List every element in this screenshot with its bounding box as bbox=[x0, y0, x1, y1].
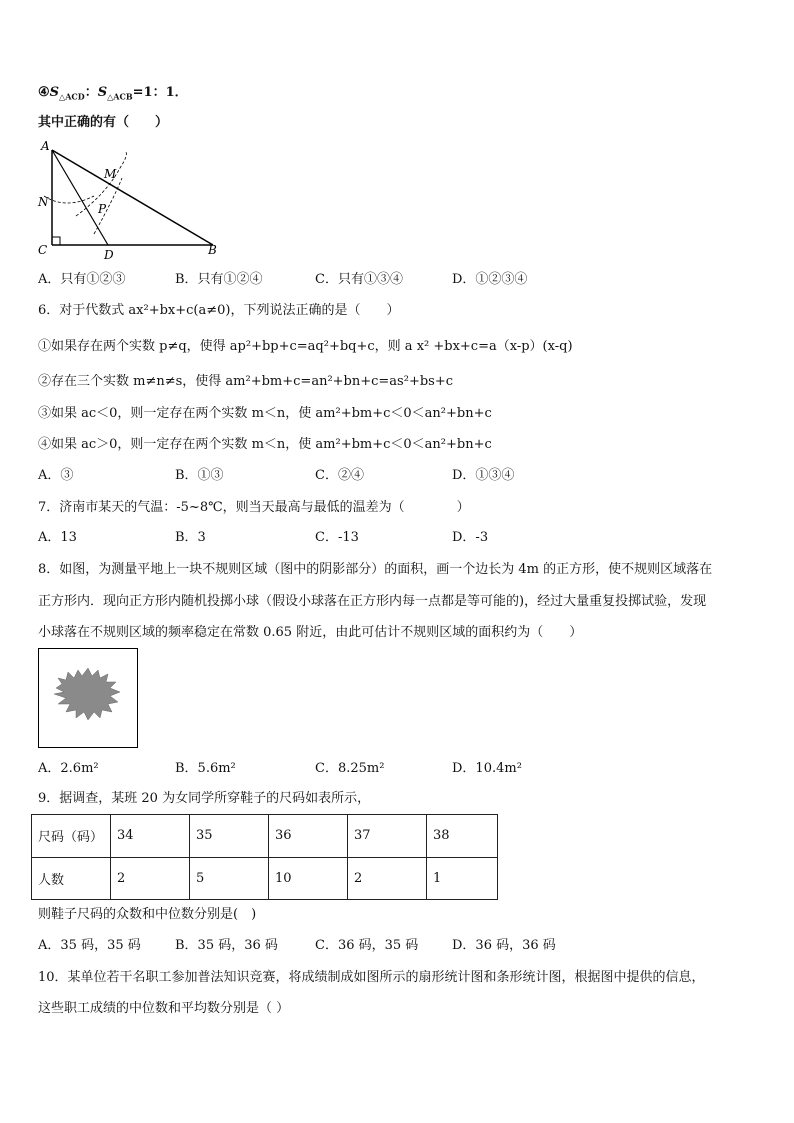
q5-prompt: 其中正确的有（ ） bbox=[38, 115, 169, 130]
q5-option-a[interactable]: A．只有①②③ bbox=[38, 272, 126, 287]
q9-option-b[interactable]: B．35 码，36 码 bbox=[175, 938, 278, 953]
label-n: N bbox=[38, 195, 49, 209]
q6-statement-1: ①如果存在两个实数 p≠q，使得 ap²+bp+c=aq²+bq+c，则 a x² +bx+c=a（x-p）(x-q) bbox=[38, 339, 573, 354]
q5-option-c[interactable]: C．只有①③④ bbox=[315, 272, 403, 287]
q8-line-3: 小球落在不规则区域的频率稳定在常数 0.65 附近，由此可估计不规则区域的面积约为（ ） bbox=[38, 625, 583, 640]
q6-option-d[interactable]: D．①③④ bbox=[452, 468, 515, 483]
label-p: P bbox=[98, 202, 107, 216]
q6-option-a[interactable]: A．③ bbox=[38, 468, 74, 483]
q8-options bbox=[38, 760, 598, 778]
q5-option-b[interactable]: B．只有①②④ bbox=[175, 272, 263, 287]
q6-statement-3: ③如果 ac＜0，则一定存在两个实数 m＜n，使 am²+bm+c＜0＜an²+bn+c bbox=[38, 406, 492, 421]
q5-triangle-figure bbox=[36, 138, 222, 260]
q6-stem: 6．对于代数式 ax²+bx+c(a≠0)，下列说法正确的是（ ） bbox=[38, 303, 400, 318]
table-row bbox=[32, 857, 498, 900]
table-cell: 36 bbox=[269, 815, 348, 858]
q9-option-a[interactable]: A．35 码，35 码 bbox=[38, 938, 141, 953]
q7-options bbox=[38, 529, 598, 547]
label-d: D bbox=[104, 248, 114, 260]
q5-options bbox=[38, 271, 598, 289]
table-cell: 38 bbox=[427, 815, 498, 858]
table-cell: 10 bbox=[269, 857, 348, 900]
label-m: M bbox=[104, 167, 117, 181]
q6-option-c[interactable]: C．②④ bbox=[315, 468, 364, 483]
q9-question: 则鞋子尺码的众数和中位数分别是( ) bbox=[38, 907, 257, 922]
q6-options bbox=[38, 467, 598, 485]
q8-line-1: 8．如图，为测量平地上一块不规则区域（图中的阴影部分）的面积，画一个边长为 4m 的正方形，使不规则区域落在 bbox=[38, 562, 713, 577]
q5-statement-4: $④S_{\triangle ACD}$：$S_{\triangle ACB}=1$：1． bbox=[38, 85, 188, 102]
table-cell: 2 bbox=[348, 857, 427, 900]
q7-stem: 7．济南市某天的气温：-5~8℃，则当天最高与最低的温差为（ ） bbox=[38, 500, 470, 515]
q10-line-2: 这些职工成绩的中位数和平均数分别是（ ） bbox=[38, 1001, 290, 1016]
q5-option-d[interactable]: D．①②③④ bbox=[452, 272, 528, 287]
table-cell: 2 bbox=[111, 857, 190, 900]
q6-statement-2: ②存在三个实数 m≠n≠s，使得 am²+bm+c=an²+bn+c=as²+bs+c bbox=[38, 374, 453, 389]
q7-option-a[interactable]: A．13 bbox=[38, 530, 77, 545]
q8-option-c[interactable]: C．8.25m² bbox=[315, 761, 385, 776]
q9-options bbox=[38, 937, 598, 955]
table-cell: 37 bbox=[348, 815, 427, 858]
q8-option-d[interactable]: D．10.4m² bbox=[452, 761, 522, 776]
q8-line-2: 正方形内．现向正方形内随机投掷小球（假设小球落在正方形内每一点都是等可能的)，经过大量重复投掷试验，发现 bbox=[38, 594, 707, 609]
label-b: B bbox=[208, 243, 217, 257]
q9-stem: 9．据调查，某班 20 为女同学所穿鞋子的尺码如表所示， bbox=[38, 791, 371, 806]
q6-statement-4: ④如果 ac＞0，则一定存在两个实数 m＜n，使 am²+bm+c＜0＜an²+bn+c bbox=[38, 437, 492, 452]
table-row bbox=[32, 815, 498, 858]
q10-line-1: 10．某单位若干名职工参加普法知识竞赛，将成绩制成如图所示的扇形统计图和条形统计图，根据图中提供的信息， bbox=[38, 970, 705, 985]
table-cell: 5 bbox=[190, 857, 269, 900]
table-cell: 1 bbox=[427, 857, 498, 900]
table-cell: 35 bbox=[190, 815, 269, 858]
label-c: C bbox=[38, 243, 48, 257]
q7-option-d[interactable]: D．-3 bbox=[452, 530, 489, 545]
table-cell: 34 bbox=[111, 815, 190, 858]
table-cell: 尺码（码） bbox=[32, 815, 111, 858]
q8-option-a[interactable]: A．2.6m² bbox=[38, 761, 99, 776]
q7-option-b[interactable]: B．3 bbox=[175, 530, 206, 545]
label-a: A bbox=[41, 139, 50, 153]
q6-option-b[interactable]: B．①③ bbox=[175, 468, 224, 483]
shoe-size-table bbox=[31, 814, 498, 900]
q8-option-b[interactable]: B．5.6m² bbox=[175, 761, 236, 776]
q7-option-c[interactable]: C．-13 bbox=[315, 530, 359, 545]
table-cell: 人数 bbox=[32, 857, 111, 900]
q8-square-figure bbox=[38, 648, 138, 748]
q9-option-c[interactable]: C．36 码，35 码 bbox=[315, 938, 419, 953]
q9-option-d[interactable]: D．36 码，36 码 bbox=[452, 938, 556, 953]
